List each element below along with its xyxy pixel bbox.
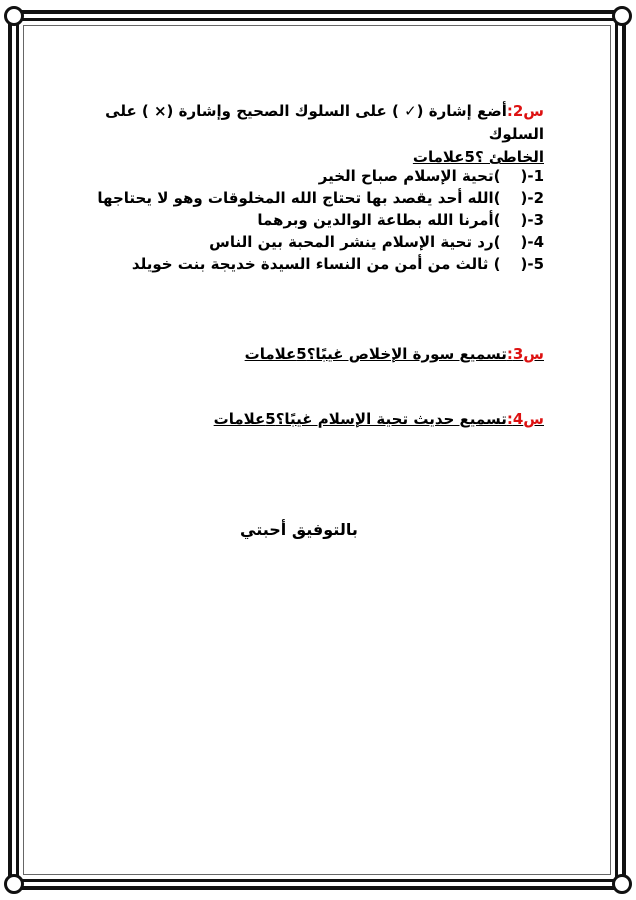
- list-item: [60, 165, 544, 187]
- item-number: 5-(: [520, 255, 544, 273]
- question-2-line-1: [60, 100, 544, 146]
- item-number: 4-(: [520, 233, 544, 251]
- item-number: 2-(: [520, 189, 544, 207]
- list-item: [60, 231, 544, 253]
- question-2: [60, 100, 544, 169]
- list-item: [60, 253, 544, 275]
- question-2-text: أضع إشارة (✓ ) على السلوك الصحيح وإشارة (× ) على السلوك: [105, 102, 544, 143]
- item-text: ) ثالث من أمن من النساء السيدة خديجة بنت خويلد: [131, 255, 501, 273]
- corner-ornament-bottom-right: [612, 874, 632, 894]
- question-4-label: س4:: [506, 410, 544, 428]
- item-text: )تحية الإسلام صباح الخير: [318, 167, 501, 185]
- list-item: [60, 187, 544, 209]
- item-text: )رد تحية الإسلام ينشر المحبة بين الناس: [209, 233, 501, 251]
- question-3-label: س3:: [506, 345, 544, 363]
- item-number: 3-(: [520, 211, 544, 229]
- question-4: [60, 410, 544, 428]
- question-3: [60, 345, 544, 363]
- question-2-line-2: الخاطئ ؟5علامات: [412, 148, 544, 166]
- item-number: 1-(: [520, 167, 544, 185]
- corner-ornament-top-right: [612, 6, 632, 26]
- question-4-text: تسميع حديث تحية الإسلام غيبًا؟5علامات: [213, 410, 507, 428]
- question-3-text: تسميع سورة الإخلاص غيبًا؟5علامات: [244, 345, 507, 363]
- corner-ornament-bottom-left: [4, 874, 24, 894]
- closing-note: بالتوفيق أحبتي: [240, 520, 358, 539]
- item-text: )أمرنا الله بطاعة الوالدين وبرهما: [257, 211, 501, 229]
- item-text: )الله أحد يقصد بها تحتاج الله المخلوقات وهو لا يحتاجها: [97, 189, 501, 207]
- list-item: [60, 209, 544, 231]
- corner-ornament-top-left: [4, 6, 24, 26]
- question-2-items: [60, 165, 544, 275]
- question-2-label: س2:: [506, 102, 544, 120]
